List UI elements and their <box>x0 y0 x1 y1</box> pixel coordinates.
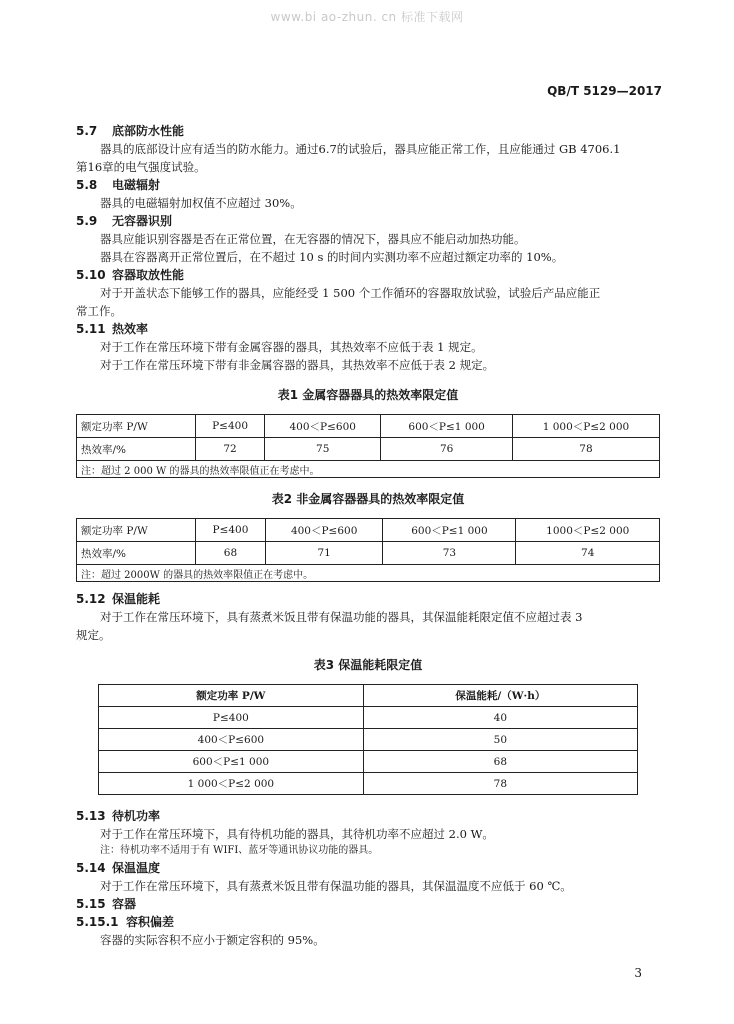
section-title: 底部防水性能 <box>112 124 185 138</box>
note: 注：待机功率不适用于有 WIFI、蓝牙等通讯协议功能的器具。 <box>100 845 379 856</box>
watermark: www.bi ao-zhun. cn 标准下载网 <box>270 10 464 24</box>
table-row <box>77 542 660 565</box>
table-cell: 额定功率 P/W <box>77 519 196 542</box>
table-row <box>77 438 660 461</box>
paragraph: 规定。 <box>76 628 111 642</box>
standard-code: QB/T 5129—2017 <box>547 84 662 98</box>
section-heading <box>76 212 660 230</box>
table-row <box>77 415 660 438</box>
section-number: 5.13 <box>76 809 106 823</box>
section-title: 无容器识别 <box>112 214 173 228</box>
table-row <box>99 729 638 751</box>
section-number: 5.14 <box>76 861 106 875</box>
section-title: 电磁辐射 <box>112 178 161 192</box>
section-heading <box>76 807 660 825</box>
table-note: 注：超过 2 000 W 的器具的热效率限值正在考虑中。 <box>77 461 660 478</box>
section-number: 5.15 <box>76 897 106 911</box>
table-cell: 68 <box>363 751 637 773</box>
table1-caption: 表1 金属容器器具的热效率限定值 <box>277 388 459 402</box>
table3-caption: 表3 保温能耗限定值 <box>313 658 423 672</box>
table-cell: 73 <box>383 542 516 565</box>
section-number: 5.8 <box>76 178 98 192</box>
table-cell: 400＜P≤600 <box>265 519 382 542</box>
table-cell: 78 <box>512 438 659 461</box>
table-cell: 600＜P≤1 000 <box>383 519 516 542</box>
table-note-row <box>77 565 660 582</box>
table3 <box>98 684 638 795</box>
paragraph: 对于开盖状态下能够工作的器具，应能经受 1 500 个工作循环的容器取放试验，试验后产品应能正 <box>100 286 601 300</box>
table-note-row <box>77 461 660 478</box>
section-heading <box>76 590 660 608</box>
table-cell: 400＜P≤600 <box>99 729 364 751</box>
section-heading <box>76 320 660 338</box>
table-note: 注：超过 2000W 的器具的热效率限值正在考虑中。 <box>77 565 660 582</box>
table-cell: 72 <box>196 438 265 461</box>
table-cell: 71 <box>265 542 382 565</box>
section-title: 容器取放性能 <box>112 268 185 282</box>
table1 <box>76 414 660 478</box>
table-cell: 68 <box>196 542 266 565</box>
table-cell: 78 <box>363 773 637 795</box>
section-title: 待机功率 <box>112 809 161 823</box>
paragraph: 器具的底部设计应有适当的防水能力。通过6.7的试验后，器具应能正常工作，且应能通过 GB 4706.1 <box>100 142 621 156</box>
table-cell: 400＜P≤600 <box>265 415 381 438</box>
table-cell: 额定功率 P/W <box>77 415 196 438</box>
paragraph: 常工作。 <box>76 304 122 318</box>
table-row <box>99 707 638 729</box>
table-cell: P≤400 <box>99 707 364 729</box>
section-number: 5.11 <box>76 322 106 336</box>
table-cell: 热效率/% <box>77 438 196 461</box>
paragraph: 对于工作在常压环境下带有金属容器的器具，其热效率不应低于表 1 规定。 <box>100 340 483 354</box>
section-number: 5.10 <box>76 268 106 282</box>
section-heading <box>76 913 660 931</box>
section-title: 保温温度 <box>112 861 161 875</box>
section-number: 5.7 <box>76 124 98 138</box>
paragraph: 对于工作在常压环境下带有非金属容器的器具，其热效率不应低于表 2 规定。 <box>100 358 495 372</box>
paragraph: 对于工作在常压环境下，具有蒸煮米饭且带有保温功能的器具，其保温能耗限定值不应超过表 3 <box>100 610 583 624</box>
section-number: 5.9 <box>76 214 98 228</box>
table-header-row <box>99 685 638 707</box>
table-row <box>99 773 638 795</box>
paragraph: 对于工作在常压环境下，具有待机功能的器具，其待机功率不应超过 2.0 W。 <box>100 827 494 841</box>
table-cell: 1000＜P≤2 000 <box>516 519 660 542</box>
section-title: 保温能耗 <box>112 592 161 606</box>
table-cell: 热效率/% <box>77 542 196 565</box>
section-heading <box>76 895 660 913</box>
table-cell: 1 000＜P≤2 000 <box>99 773 364 795</box>
table-header-cell: 保温能耗/（W·h） <box>363 685 637 707</box>
paragraph: 对于工作在常压环境下，具有蒸煮米饭且带有保温功能的器具，其保温温度不应低于 60 ℃。 <box>100 879 572 893</box>
section-title: 容积偏差 <box>126 915 175 929</box>
table-row <box>99 751 638 773</box>
section-number: 5.15.1 <box>76 915 119 929</box>
table-cell: 75 <box>265 438 381 461</box>
paragraph: 器具的电磁辐射加权值不应超过 30%。 <box>100 196 302 210</box>
paragraph: 器具应能识别容器是否在正常位置，在无容器的情况下，器具应不能启动加热功能。 <box>100 232 526 246</box>
table-row <box>77 519 660 542</box>
section-title: 热效率 <box>112 322 149 336</box>
table-cell: 40 <box>363 707 637 729</box>
document-body <box>76 122 660 949</box>
section-heading <box>76 859 660 877</box>
table-cell: P≤400 <box>196 415 265 438</box>
table-cell: 600＜P≤1 000 <box>381 415 513 438</box>
page-number: 3 <box>634 966 642 980</box>
table-cell: P≤400 <box>196 519 266 542</box>
section-heading <box>76 122 660 140</box>
table2 <box>76 518 660 582</box>
table-cell: 74 <box>516 542 660 565</box>
table-header-cell: 额定功率 P/W <box>99 685 364 707</box>
table-cell: 76 <box>381 438 513 461</box>
section-title: 容器 <box>112 897 137 911</box>
section-heading <box>76 176 660 194</box>
section-number: 5.12 <box>76 592 106 606</box>
table2-caption: 表2 非金属容器器具的热效率限定值 <box>271 492 465 506</box>
table-cell: 600＜P≤1 000 <box>99 751 364 773</box>
table-cell: 1 000＜P≤2 000 <box>512 415 659 438</box>
section-heading <box>76 266 660 284</box>
paragraph: 第16章的电气强度试验。 <box>76 160 206 174</box>
table-cell: 50 <box>363 729 637 751</box>
paragraph: 容器的实际容积不应小于额定容积的 95%。 <box>100 933 325 947</box>
paragraph: 器具在容器离开正常位置后，在不超过 10 s 的时间内实测功率不应超过额定功率的 10%。 <box>100 250 564 264</box>
